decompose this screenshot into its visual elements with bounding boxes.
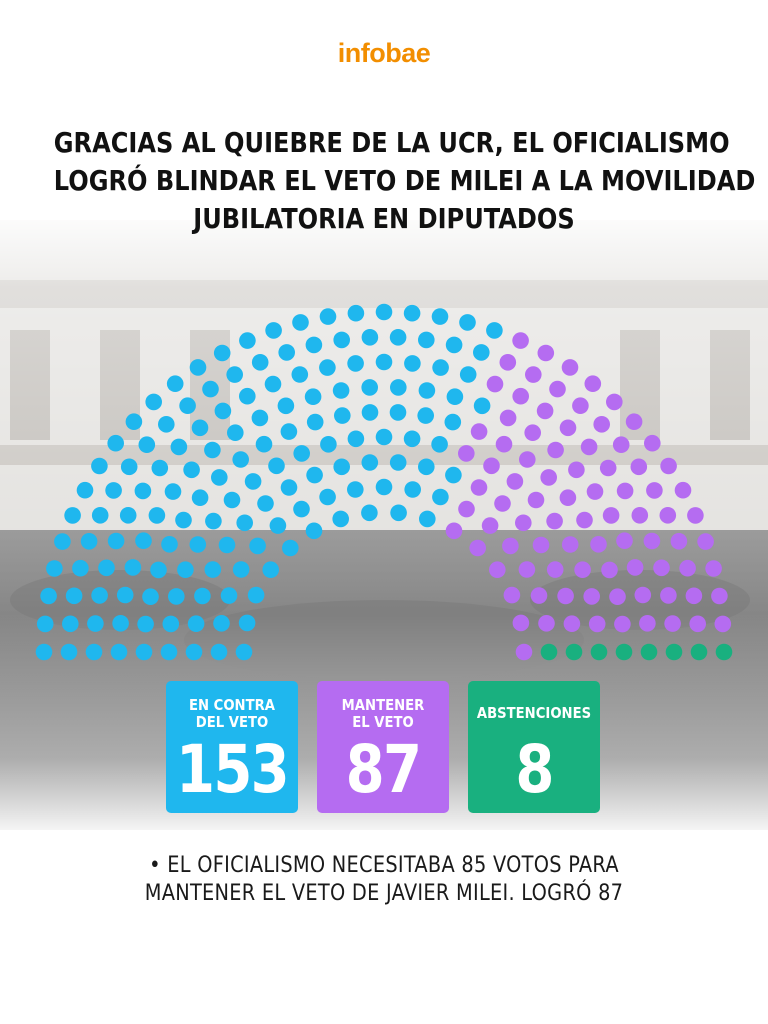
seat	[152, 460, 169, 477]
seat	[432, 308, 449, 325]
seat	[211, 469, 228, 486]
seat	[265, 322, 282, 339]
seat	[281, 479, 298, 496]
seat	[432, 359, 449, 376]
seat	[519, 451, 536, 468]
seat	[691, 644, 708, 661]
seat	[666, 644, 683, 661]
seat	[419, 511, 436, 528]
seat	[446, 523, 463, 540]
seat	[390, 379, 407, 396]
seat	[292, 314, 309, 331]
seat	[459, 314, 476, 331]
card-abstenciones	[468, 681, 600, 813]
card-label: ABSTENCIONES	[476, 704, 592, 722]
seat	[606, 394, 623, 411]
seat	[635, 587, 652, 604]
seat	[252, 410, 269, 427]
seat	[432, 489, 449, 506]
seat	[213, 615, 230, 632]
seat	[36, 644, 53, 661]
seat	[307, 414, 324, 431]
seat	[562, 536, 579, 553]
seat	[547, 442, 564, 459]
seat	[540, 469, 557, 486]
seat	[446, 337, 463, 354]
seat	[431, 436, 448, 453]
seat	[445, 414, 462, 431]
seat	[92, 507, 109, 524]
seat	[167, 375, 184, 392]
seat	[211, 644, 228, 661]
seat	[458, 501, 475, 518]
seat	[245, 473, 262, 490]
seat	[469, 540, 486, 557]
seat	[139, 436, 156, 453]
seat	[305, 388, 322, 405]
seat	[306, 337, 323, 354]
seat	[587, 483, 604, 500]
seat	[348, 431, 365, 448]
seat	[617, 483, 634, 500]
seat	[252, 354, 269, 371]
seat	[186, 644, 203, 661]
seat	[319, 489, 336, 506]
seat	[332, 511, 349, 528]
seat	[504, 587, 521, 604]
seat	[644, 435, 661, 452]
seat	[564, 615, 581, 632]
seat	[705, 560, 722, 577]
seat	[547, 561, 564, 578]
seat	[376, 354, 393, 371]
seat	[257, 495, 274, 512]
seat	[168, 588, 185, 605]
seat	[574, 561, 591, 578]
seat	[686, 588, 703, 605]
seat	[177, 561, 194, 578]
seat	[224, 492, 241, 509]
seat	[419, 382, 436, 399]
seat	[205, 513, 222, 530]
seat	[239, 615, 256, 632]
seat	[165, 483, 182, 500]
seat	[447, 388, 464, 405]
seat	[566, 644, 583, 661]
seat	[471, 423, 488, 440]
seat	[562, 359, 579, 376]
seat	[105, 482, 122, 499]
seat	[135, 532, 152, 549]
infobae-logo[interactable]: infobae	[337, 38, 431, 68]
seat	[474, 398, 491, 415]
seat	[609, 588, 626, 605]
seat	[362, 329, 379, 346]
seat	[150, 562, 167, 579]
seat	[500, 354, 517, 371]
seat	[513, 615, 530, 632]
seat	[281, 423, 298, 440]
seat	[675, 482, 692, 499]
seat	[507, 473, 524, 490]
seat	[135, 483, 152, 500]
seat	[653, 560, 670, 577]
seat	[361, 505, 378, 522]
seat	[660, 507, 677, 524]
seat	[219, 537, 236, 554]
seat	[483, 458, 500, 475]
seat	[214, 345, 231, 362]
seat	[361, 379, 378, 396]
seat	[471, 479, 488, 496]
card-mantener	[317, 681, 449, 813]
seat	[614, 616, 631, 633]
seat	[660, 458, 677, 475]
seat	[236, 644, 253, 661]
seat	[538, 345, 555, 362]
seat	[627, 559, 644, 576]
seat	[362, 454, 379, 471]
card-label: MANTENER EL VETO	[341, 696, 425, 731]
seat	[161, 536, 178, 553]
seat	[248, 587, 265, 604]
seat	[445, 467, 462, 484]
seat	[404, 355, 421, 372]
seat	[149, 507, 166, 524]
seat	[215, 403, 232, 420]
seat	[179, 397, 196, 414]
seat	[37, 616, 54, 633]
seat	[227, 424, 244, 441]
seat	[418, 332, 435, 349]
seat	[306, 467, 323, 484]
seat	[541, 644, 558, 661]
seat	[679, 560, 696, 577]
seat	[417, 407, 434, 424]
seat	[496, 436, 513, 453]
card-value: 153	[175, 731, 289, 808]
seat	[64, 507, 81, 524]
seat	[390, 404, 407, 421]
seat	[282, 540, 299, 557]
seat	[142, 588, 159, 605]
seat	[404, 305, 421, 322]
seat	[489, 561, 506, 578]
seat	[239, 332, 256, 349]
seat	[538, 615, 555, 632]
seat	[494, 495, 511, 512]
seat	[671, 533, 688, 550]
seat	[557, 588, 574, 605]
seat	[687, 507, 704, 524]
seat	[194, 588, 211, 605]
seat	[601, 562, 618, 579]
seat	[293, 445, 310, 462]
seat	[125, 559, 142, 576]
seat	[319, 359, 336, 376]
seat	[589, 616, 606, 633]
seat	[531, 587, 548, 604]
seat	[572, 397, 589, 414]
seat	[190, 359, 207, 376]
seat	[376, 304, 393, 321]
headline-line: LOGRÓ BLINDAR EL VETO DE MILEI A LA MOVILIDAD	[53, 164, 756, 197]
seat	[660, 587, 677, 604]
seat	[404, 431, 421, 448]
seat	[576, 512, 593, 529]
seat	[590, 536, 607, 553]
seat	[320, 308, 337, 325]
seat	[376, 479, 393, 496]
seat	[333, 382, 350, 399]
seat	[560, 489, 577, 506]
seat	[72, 560, 89, 577]
seat	[616, 532, 633, 549]
seat	[91, 458, 108, 475]
footnote-line: MANTENER EL VETO DE JAVIER MILEI. LOGRÓ 87	[144, 881, 624, 906]
seat	[600, 460, 617, 477]
seat	[163, 616, 180, 633]
seat	[631, 459, 648, 476]
seat	[716, 644, 733, 661]
seat	[333, 332, 350, 349]
seat	[482, 517, 499, 534]
seat	[175, 512, 192, 529]
headline-line: GRACIAS AL QUIEBRE DE LA UCR, EL OFICIALISMO	[53, 126, 730, 159]
seat	[533, 537, 550, 554]
seat	[190, 536, 207, 553]
seat	[458, 445, 475, 462]
seat	[145, 394, 162, 411]
seat	[249, 538, 266, 555]
seat	[549, 381, 566, 398]
seat	[585, 375, 602, 392]
seat	[664, 615, 681, 632]
seat	[593, 416, 610, 433]
seat	[46, 560, 63, 577]
seat	[120, 507, 137, 524]
seat	[86, 644, 103, 661]
seat	[591, 644, 608, 661]
seat	[204, 442, 221, 459]
seat	[256, 436, 273, 453]
seat	[112, 615, 129, 632]
seat	[603, 507, 620, 524]
seat	[292, 366, 309, 383]
seat	[306, 523, 323, 540]
seat	[108, 533, 125, 550]
seat	[516, 644, 533, 661]
seat	[418, 459, 435, 476]
seat	[136, 644, 153, 661]
seat	[233, 561, 250, 578]
seat	[81, 533, 98, 550]
seat	[512, 388, 529, 405]
seat	[62, 616, 79, 633]
seat	[515, 515, 532, 532]
seat	[502, 538, 519, 555]
seat	[715, 616, 732, 633]
seat	[111, 644, 128, 661]
seat	[161, 644, 178, 661]
seat	[348, 305, 365, 322]
seat	[61, 644, 78, 661]
footnote	[46, 852, 722, 908]
seat	[581, 439, 598, 456]
seat	[40, 588, 57, 605]
seat	[390, 505, 407, 522]
seat	[646, 482, 663, 499]
seat	[524, 424, 541, 441]
seat	[641, 644, 658, 661]
seat	[192, 420, 209, 437]
seat	[183, 462, 200, 479]
seat	[487, 376, 504, 393]
seat	[192, 489, 209, 506]
seat	[239, 388, 256, 405]
card-value: 8	[515, 731, 553, 808]
card-label: EN CONTRA DEL VETO	[188, 696, 275, 731]
seat	[137, 616, 154, 633]
seat	[546, 513, 563, 530]
seat	[537, 403, 554, 420]
seat	[158, 416, 175, 433]
seat	[265, 376, 282, 393]
seat	[473, 344, 490, 361]
seat	[107, 435, 124, 452]
seat	[171, 439, 188, 456]
seat	[512, 332, 529, 349]
seat	[528, 492, 545, 509]
seat	[270, 517, 287, 534]
seat	[98, 560, 115, 577]
seat	[221, 587, 238, 604]
headline-line: JUBILATORIA EN DIPUTADOS	[193, 202, 575, 235]
seat	[278, 344, 295, 361]
seat	[87, 615, 104, 632]
seat	[293, 501, 310, 518]
seat	[404, 481, 421, 498]
seat	[236, 515, 253, 532]
seat	[519, 561, 536, 578]
seat	[117, 587, 134, 604]
seat	[525, 366, 542, 383]
seat	[689, 616, 706, 633]
seat	[644, 533, 661, 550]
seat	[226, 366, 243, 383]
seat	[334, 407, 351, 424]
seat	[568, 462, 585, 479]
seat	[347, 481, 364, 498]
seat	[626, 413, 643, 430]
seat	[500, 410, 517, 427]
seat	[54, 533, 71, 550]
seat	[121, 459, 138, 476]
seat	[460, 366, 477, 383]
seat	[632, 507, 649, 524]
seat	[583, 588, 600, 605]
seat	[333, 459, 350, 476]
seat	[613, 436, 630, 453]
card-value: 87	[345, 731, 421, 808]
seat	[390, 454, 407, 471]
seat	[390, 329, 407, 346]
seat	[77, 482, 94, 499]
seat	[126, 413, 143, 430]
seat	[347, 355, 364, 372]
seat	[697, 533, 714, 550]
seat	[560, 420, 577, 437]
seat	[232, 451, 249, 468]
seat	[362, 404, 379, 421]
seat	[268, 458, 285, 475]
seat	[711, 588, 728, 605]
seat	[486, 322, 503, 339]
seat	[188, 615, 205, 632]
seat	[278, 398, 295, 415]
seat	[66, 588, 83, 605]
seat	[639, 615, 656, 632]
footnote-line: • EL OFICIALISMO NECESITABA 85 VOTOS PARA	[149, 853, 619, 878]
seat	[91, 587, 108, 604]
seat	[205, 561, 222, 578]
card-en-contra	[166, 681, 298, 813]
seat	[616, 644, 633, 661]
seat	[320, 436, 337, 453]
seat	[262, 561, 279, 578]
seat	[202, 381, 219, 398]
seat	[376, 429, 393, 446]
